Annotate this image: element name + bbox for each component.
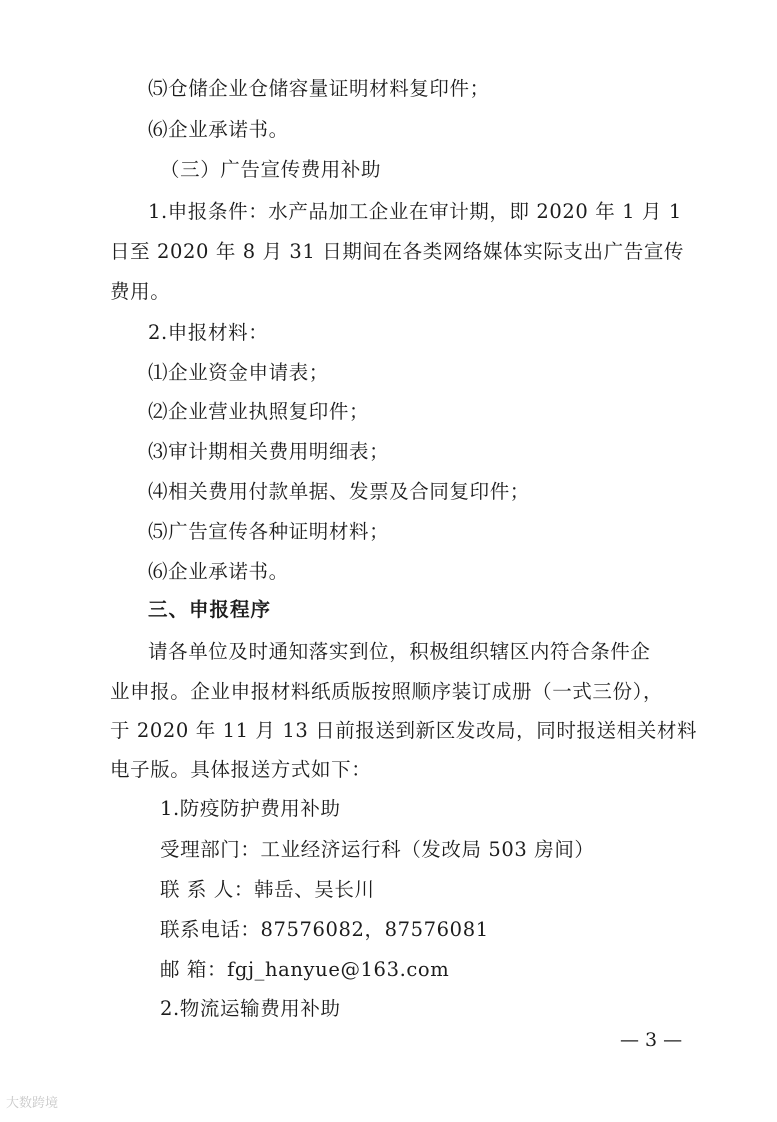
material-item-1: ⑴企业资金申请表； — [148, 361, 329, 384]
contact-phone: 联系电话：87576082，87576081 — [160, 918, 489, 941]
watermark-logo: 大数跨境 — [6, 1096, 59, 1111]
procedure-paragraph-line-4: 电子版。具体报送方式如下： — [110, 758, 372, 781]
material-item-6: ⑹企业承诺书。 — [148, 560, 289, 583]
application-condition-cont: 日至 2020 年 8 月 31 日期间在各类网络媒体实际支出广告宣传 — [110, 240, 685, 263]
contact-email: 邮 箱：fgj_hanyue@163.com — [160, 958, 450, 981]
procedure-paragraph-line-3: 于 2020 年 11 月 13 日前报送到新区发改局，同时报送相关材料 — [110, 719, 698, 742]
contact-department: 受理部门：工业经济运行科（发改局 503 房间） — [160, 838, 595, 861]
subsection-epidemic-protection: 1.防疫防护费用补助 — [160, 797, 341, 820]
item-commitment-letter: ⑹企业承诺书。 — [148, 118, 289, 141]
material-item-5: ⑸广告宣传各种证明材料； — [148, 520, 390, 543]
subsection-logistics-transport: 2.物流运输费用补助 — [160, 997, 341, 1020]
section-advertising-subsidy: （三）广告宣传费用补助 — [160, 158, 382, 181]
procedure-paragraph-line-2: 业申报。企业申报材料纸质版按照顺序装订成册（一式三份）， — [110, 680, 664, 703]
contact-person: 联 系 人：韩岳、吴长川 — [160, 878, 375, 901]
application-condition-end: 费用。 — [110, 280, 171, 303]
procedure-paragraph-line-1: 请各单位及时通知落实到位，积极组织辖区内符合条件企 — [148, 640, 651, 663]
material-item-3: ⑶审计期相关费用明细表； — [148, 440, 390, 463]
section-procedure-heading: 三、申报程序 — [148, 598, 272, 621]
item-warehouse-capacity: ⑸仓储企业仓储容量证明材料复印件； — [148, 77, 490, 100]
page-number: — 3 — — [620, 1029, 683, 1051]
application-condition: 1.申报条件：水产品加工企业在审计期，即 2020 年 1 月 1 — [148, 200, 682, 223]
application-materials-heading: 2.申报材料： — [148, 321, 269, 344]
material-item-4: ⑷相关费用付款单据、发票及合同复印件； — [148, 480, 530, 503]
material-item-2: ⑵企业营业执照复印件； — [148, 400, 370, 423]
